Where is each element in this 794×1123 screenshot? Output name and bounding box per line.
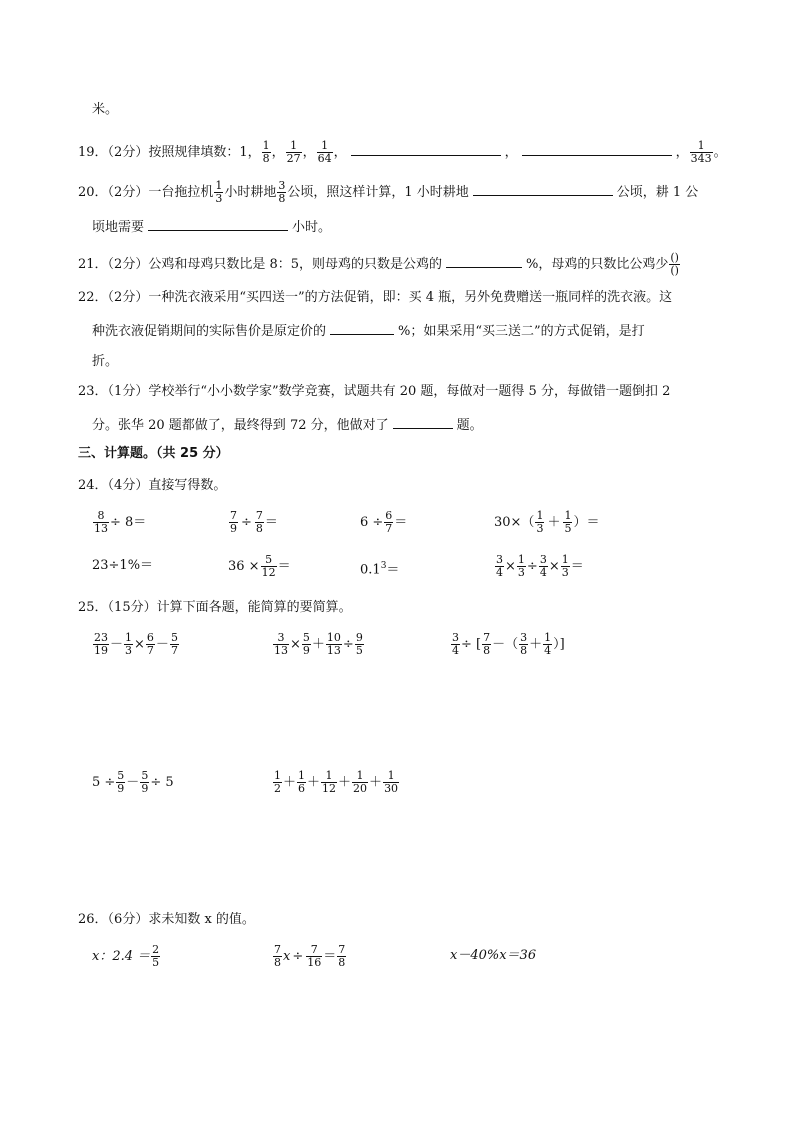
fraction bbox=[495, 554, 504, 579]
denominator: 12 bbox=[261, 566, 276, 579]
q25-expr-1 bbox=[92, 632, 180, 657]
denominator: 9 bbox=[141, 782, 149, 795]
denominator: 7 bbox=[146, 644, 154, 657]
denominator: 3 bbox=[125, 644, 133, 657]
math-text: ÷ bbox=[292, 949, 304, 964]
math-text: ÷ bbox=[342, 637, 354, 652]
numerator: 3 bbox=[452, 631, 459, 644]
question-22-line3: 折。 bbox=[92, 354, 119, 369]
q24-expr-8 bbox=[494, 554, 584, 579]
numerator: 1 bbox=[561, 553, 569, 566]
fraction bbox=[255, 510, 264, 535]
q26-expr-1 bbox=[92, 944, 161, 969]
fraction bbox=[306, 944, 322, 969]
denominator: 4 bbox=[452, 644, 459, 657]
fraction bbox=[326, 632, 342, 657]
q24-expr-1 bbox=[92, 510, 146, 535]
fraction bbox=[355, 632, 364, 657]
numerator: 10 bbox=[326, 631, 341, 644]
fraction bbox=[140, 770, 149, 795]
denominator: 13 bbox=[326, 644, 341, 657]
numerator: 3 bbox=[278, 179, 286, 192]
math-text: 顷地需要 bbox=[92, 220, 145, 235]
denominator: 9 bbox=[230, 522, 237, 535]
fraction bbox=[273, 770, 282, 795]
fraction bbox=[539, 554, 548, 579]
fraction bbox=[561, 554, 570, 579]
numerator: 1 bbox=[517, 553, 525, 566]
denominator: 16 bbox=[307, 956, 322, 969]
math-text: 36 × bbox=[228, 559, 260, 574]
denominator: 8 bbox=[483, 644, 491, 657]
denominator: 8 bbox=[520, 644, 528, 657]
fraction bbox=[517, 554, 526, 579]
denominator: 3 bbox=[215, 192, 223, 205]
math-text: 公顷，照这样计算，1 小时耕地 bbox=[287, 185, 469, 200]
math-text: 分。张华 20 题都做了，最终得到 72 分，他做对了 bbox=[92, 418, 389, 433]
math-text: 。 bbox=[713, 145, 727, 160]
denominator: 27 bbox=[286, 152, 301, 165]
fraction bbox=[519, 632, 528, 657]
numerator: 5 bbox=[170, 631, 178, 644]
fraction bbox=[146, 632, 155, 657]
numerator: 1 bbox=[564, 509, 572, 522]
math-text: －（ bbox=[492, 637, 519, 652]
math-text: ÷ bbox=[241, 515, 252, 530]
math-text: 20．（2分）一台拖拉机 bbox=[78, 185, 214, 200]
denominator: 13 bbox=[274, 644, 288, 657]
denominator: 4 bbox=[544, 644, 552, 657]
numerator: 6 bbox=[385, 509, 393, 522]
denominator: 8 bbox=[338, 956, 346, 969]
fraction bbox=[286, 140, 302, 165]
question-24: 24．（4分）直接写得数。 bbox=[78, 478, 227, 493]
math-text: %，母鸡的只数比公鸡少 bbox=[526, 257, 669, 272]
q26-expr-2 bbox=[272, 944, 347, 969]
fraction bbox=[170, 632, 179, 657]
denominator: 3 bbox=[517, 566, 525, 579]
numerator: 1 bbox=[544, 631, 552, 644]
math-text: 公顷，耕 1 公 bbox=[616, 185, 699, 200]
fraction bbox=[451, 632, 460, 657]
math-text: 5 ÷ bbox=[92, 775, 116, 790]
numerator: () bbox=[670, 251, 679, 264]
numerator: 1 bbox=[317, 140, 333, 153]
math-text: ＝ bbox=[386, 562, 400, 578]
denominator: 8 bbox=[262, 152, 270, 165]
fraction bbox=[384, 510, 393, 535]
denominator: 9 bbox=[117, 782, 125, 795]
fraction bbox=[337, 944, 346, 969]
numerator: 1 bbox=[690, 140, 713, 153]
q24-expr-3 bbox=[360, 510, 407, 535]
denominator: 9 bbox=[302, 644, 310, 657]
denominator: () bbox=[670, 264, 679, 277]
numerator: 5 bbox=[117, 769, 125, 782]
math-text: ， bbox=[333, 145, 347, 160]
q25-expr-5 bbox=[272, 770, 400, 795]
answer-blank[interactable] bbox=[473, 181, 613, 196]
q25-expr-4 bbox=[92, 770, 174, 795]
q24-expr-2 bbox=[228, 510, 278, 535]
math-text: ＋ bbox=[338, 775, 352, 790]
math-text: × bbox=[548, 559, 560, 574]
math-text: x bbox=[283, 949, 291, 964]
q25-expr-2 bbox=[272, 632, 365, 657]
math-text: × bbox=[134, 637, 145, 652]
math-text: ＝ bbox=[264, 515, 278, 530]
fraction bbox=[273, 632, 289, 657]
numerator: 1 bbox=[352, 770, 368, 783]
denominator: 4 bbox=[496, 566, 503, 579]
denominator: 5 bbox=[355, 644, 363, 657]
fraction bbox=[297, 770, 306, 795]
math-text: ＝ bbox=[394, 515, 408, 530]
fraction bbox=[93, 510, 109, 535]
q24-expr-4 bbox=[494, 510, 599, 535]
q19-label: 19．（2分）按照规律填数：1， bbox=[78, 145, 261, 160]
question-26: 26．（6分）求未知数 x 的值。 bbox=[78, 912, 255, 927]
math-text: 0.1 bbox=[360, 562, 381, 578]
fraction bbox=[261, 554, 277, 579]
fraction bbox=[262, 140, 271, 165]
numerator: 7 bbox=[274, 943, 281, 956]
denominator: 64 bbox=[317, 152, 332, 165]
numerator: 1 bbox=[536, 509, 544, 522]
question-20-line2 bbox=[92, 216, 331, 238]
numerator: 3 bbox=[496, 553, 503, 566]
math-text: ＋ bbox=[369, 775, 383, 790]
numerator: 1 bbox=[286, 140, 302, 153]
fraction bbox=[124, 632, 133, 657]
math-text: ＝ bbox=[570, 559, 584, 574]
math-text: ＝ bbox=[323, 949, 337, 964]
numerator: 5 bbox=[302, 631, 310, 644]
numerator: 6 bbox=[146, 631, 154, 644]
denominator: 30 bbox=[384, 782, 399, 795]
math-text: ， bbox=[271, 145, 285, 160]
math-text: － bbox=[155, 637, 169, 652]
numerator: 2 bbox=[152, 943, 160, 956]
question-21 bbox=[78, 252, 681, 277]
numerator: 1 bbox=[321, 770, 337, 783]
math-text: ＋ bbox=[311, 637, 325, 652]
answer-blank[interactable] bbox=[446, 253, 522, 268]
denominator: 12 bbox=[322, 782, 337, 795]
denominator: 13 bbox=[94, 522, 108, 535]
fraction bbox=[277, 180, 286, 205]
math-text: ， bbox=[675, 145, 689, 160]
denominator: 8 bbox=[278, 192, 286, 205]
math-text: 3 bbox=[380, 561, 387, 571]
math-text: × bbox=[290, 637, 301, 652]
fraction bbox=[690, 140, 713, 165]
denominator: 5 bbox=[152, 956, 160, 969]
fraction bbox=[93, 632, 109, 657]
denominator: 3 bbox=[561, 566, 569, 579]
answer-blank[interactable] bbox=[393, 414, 453, 429]
numerator: 7 bbox=[230, 509, 237, 522]
numerator: 8 bbox=[93, 510, 109, 523]
q24-expr-5: 23÷1%＝ bbox=[92, 558, 154, 573]
fraction bbox=[273, 944, 282, 969]
fraction bbox=[543, 632, 552, 657]
math-text: 小时。 bbox=[292, 220, 332, 235]
denominator: 5 bbox=[564, 522, 572, 535]
numerator: 5 bbox=[261, 554, 277, 567]
numerator: 23 bbox=[94, 631, 108, 644]
numerator: 1 bbox=[274, 769, 281, 782]
numerator: 3 bbox=[539, 553, 547, 566]
math-text: × bbox=[505, 559, 516, 574]
math-text: ＝ bbox=[277, 559, 291, 574]
answer-blank[interactable] bbox=[522, 141, 672, 156]
fraction bbox=[116, 770, 125, 795]
q24-expr-7 bbox=[360, 558, 399, 578]
math-text: 种洗衣液促销期间的实际售价是原定价的 bbox=[92, 324, 327, 339]
math-text: ， bbox=[504, 145, 518, 160]
denominator: 20 bbox=[353, 782, 368, 795]
math-text: 小时耕地 bbox=[224, 185, 277, 200]
math-text: ÷ 5 bbox=[150, 775, 174, 790]
math-text: － bbox=[126, 775, 140, 790]
fraction bbox=[535, 510, 544, 535]
numerator: 7 bbox=[255, 509, 263, 522]
denominator: 8 bbox=[255, 522, 263, 535]
denominator: 3 bbox=[536, 522, 544, 535]
math-text: ， bbox=[302, 145, 316, 160]
denominator: 343 bbox=[690, 152, 712, 165]
numerator: 1 bbox=[215, 179, 223, 192]
question-22: 22．（2分）一种洗衣液采用“买四送一”的方法促销，即：买 4 瓶，另外免费赠送一瓶同样的洗衣液。这 bbox=[78, 290, 673, 305]
numerator: 1 bbox=[383, 770, 399, 783]
q25-expr-3 bbox=[450, 632, 565, 657]
answer-blank[interactable] bbox=[351, 141, 501, 156]
numerator: 7 bbox=[306, 944, 322, 957]
fraction-blank[interactable] bbox=[669, 252, 680, 277]
numerator: 3 bbox=[273, 632, 289, 645]
math-text: x：2.4 ＝ bbox=[92, 949, 151, 964]
math-text: 21．（2分）公鸡和母鸡只数比是 8：5，则母鸡的只数是公鸡的 bbox=[78, 257, 442, 272]
q18-tail: 米。 bbox=[92, 102, 119, 117]
denominator: 6 bbox=[298, 782, 306, 795]
denominator: 4 bbox=[539, 566, 547, 579]
question-23: 23．（1分）学校举行“小小数学家”数学竞赛，试题共有 20 题，每做对一题得 5 分，每做错一题倒扣 2 bbox=[78, 384, 671, 399]
math-text: ＋ bbox=[307, 775, 321, 790]
fraction bbox=[317, 140, 333, 165]
math-text: ＋ bbox=[529, 637, 543, 652]
numerator: 7 bbox=[338, 943, 346, 956]
answer-blank[interactable] bbox=[148, 216, 288, 231]
numerator: 1 bbox=[125, 631, 133, 644]
math-text: ）] bbox=[553, 637, 565, 652]
fraction bbox=[302, 632, 311, 657]
fraction bbox=[321, 770, 337, 795]
q24-expr-6 bbox=[228, 554, 291, 579]
denominator: 7 bbox=[385, 522, 393, 535]
math-text: ）＝ bbox=[573, 515, 600, 530]
math-text: － bbox=[110, 637, 124, 652]
numerator: 1 bbox=[262, 139, 270, 152]
question-23-line2 bbox=[92, 414, 483, 436]
fraction bbox=[482, 632, 491, 657]
numerator: 7 bbox=[483, 631, 491, 644]
q26-expr-3: x－40%x＝36 bbox=[450, 948, 537, 963]
math-text: 6 ÷ bbox=[360, 515, 384, 530]
fraction bbox=[151, 944, 160, 969]
section-heading: 三、计算题。（共 25 分） bbox=[78, 446, 229, 461]
denominator: 7 bbox=[170, 644, 178, 657]
fraction bbox=[352, 770, 368, 795]
numerator: 3 bbox=[520, 631, 528, 644]
question-20 bbox=[78, 180, 698, 205]
question-19 bbox=[78, 140, 727, 165]
fraction bbox=[214, 180, 223, 205]
math-text: ÷ 8＝ bbox=[110, 515, 147, 530]
question-22-line2 bbox=[92, 320, 645, 342]
math-text: %；如果采用“买三送二”的方式促销，是打 bbox=[398, 324, 645, 339]
denominator: 2 bbox=[274, 782, 281, 795]
math-text: 30×（ bbox=[494, 515, 535, 530]
numerator: 5 bbox=[141, 769, 149, 782]
answer-blank[interactable] bbox=[330, 320, 394, 335]
fraction bbox=[229, 510, 238, 535]
math-text: ＋ bbox=[283, 775, 297, 790]
math-text: ÷ [ bbox=[461, 637, 482, 652]
math-text: ＋ bbox=[547, 515, 561, 530]
math-text: ÷ bbox=[526, 559, 538, 574]
fraction bbox=[563, 510, 572, 535]
denominator: 8 bbox=[274, 956, 281, 969]
numerator: 1 bbox=[298, 769, 306, 782]
question-25: 25．（15分）计算下面各题，能简算的要简算。 bbox=[78, 600, 352, 615]
numerator: 9 bbox=[355, 631, 363, 644]
fraction bbox=[383, 770, 399, 795]
denominator: 19 bbox=[94, 644, 108, 657]
math-text: 题。 bbox=[456, 418, 483, 433]
